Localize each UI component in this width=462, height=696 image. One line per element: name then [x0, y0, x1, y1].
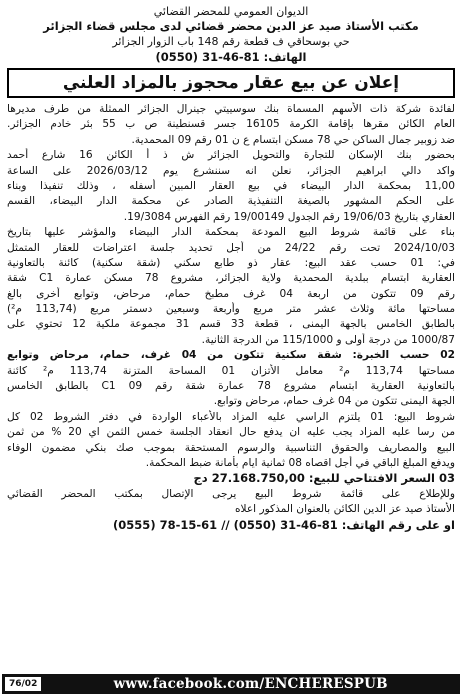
contact-phones: او على رقم الهاتف: 81-46-31 (0550) // 61-15-78 (0555): [113, 517, 455, 532]
body-line-expertise: 02 حسب الخبرة: شقة سكنية تتكون من 04 غرف، حمام، مرحاض وتوابع: [7, 349, 455, 362]
office-address: حي بوسحاقي ف قطعة رقم 148 باب الزوار الجزائر: [112, 35, 350, 48]
body-line-sale-terms: شروط البيع: 01 يلتزم الراسي عليه المزاد بالأعباء الواردة في دفتر الشروط 02 كل: [7, 410, 455, 423]
page-number: 76/02: [5, 677, 41, 691]
opening-price: 03 السعر الافتتاحي للبيع: 27.168.750,00 دج: [193, 471, 455, 486]
body-line: بحضور بنك الإسكان للتجارة والتحويل الجزائر ش ذ أ الكائن 16 شارع أحمد: [7, 149, 455, 162]
notice-title: إعلان عن بيع عقار محجوز بالمزاد العلني: [7, 68, 455, 98]
body-line: واكد دالي ابراهيم الجزائر، نعلن انه سننشرع يوم 2026/03/12 على الساعة: [7, 164, 455, 177]
body-line: بناء على قائمة شروط البيع المودعة بمحكمة الدار البيضاء والمؤشر عليها بتاريخ: [7, 226, 455, 239]
facebook-url-link[interactable]: www.facebook.com/ENCHERESPUB: [113, 676, 388, 692]
bailiff-name-line: مكتب الأستاذ صيد عز الدين محضر قضائي لدى مجلس قضاء الجزائر: [43, 19, 419, 33]
body-line: مساحتها مائة وثلاث عشر متر مربع وأربعة وسبعين دسمتر مربع (113,74 م²): [7, 303, 455, 316]
body-line: العام الكائن مقرها بإقامة الكرمة 16105 جسر قسنطينة ص ب 55 بئر خادم الجزائر.: [7, 118, 455, 131]
body-line: بالتعاونية العقارية ابتسام مشروع 78 عمارة شقة رقم 09 C1 بالطابق الخامس: [7, 380, 455, 393]
body-line: الأستاذ صيد عز الدين الكائن بالعنوان المذكور اعلاه: [234, 503, 455, 516]
body-line: 11,00 بمحكمة الدار البيضاء في بيع العقار المبين أسفله ، وذلك تنفيذا وبناء: [7, 179, 455, 192]
body-line: على الحكم المشهور بالصيغة التنفيذية الصادر عن محكمة الدار البيضاء، القسم: [7, 195, 455, 208]
body-line: ويدفع المبلغ الباقي في أجل اقصاه 08 ثمانية ايام بأمانة ضبط المحكمة.: [145, 456, 455, 469]
body-line: 1000/87 من درجة أولى و 115/1000 من الدرجة الثانية.: [201, 333, 455, 346]
body-line: العقارية ابتسام ببلدية المحمدية ولاية الجزائر، مشروع 78 مسكن عمارة C1 شقة: [7, 272, 455, 285]
office-phone: الهاتف: 81-46-31 (0550): [155, 50, 307, 64]
body-line: 2024/10/03 تحت رقم 24/22 من أجل تحديد جلسة اعتراضات للعقار المتمثل: [7, 241, 455, 254]
body-line: لفائدة شركة ذات الأسهم المسماة بنك سوسييتي جينرال الجزائر الممثلة من طرف مديرها: [7, 103, 455, 115]
notice-body: [7, 102, 455, 533]
office-heading: الديوان العمومي للمحضر القضائي: [153, 5, 309, 18]
body-line: من رسا عليه المزاد يجب عليه ان يدفع حال انعقاد الجلسة خمس الثمن اي 20 % من ثمن: [7, 426, 455, 439]
body-line: البيع والمصاريف والحقوق التناسبية والرسوم المستحقة بموجب صك بنكي مضمون الوفاء: [7, 441, 455, 454]
body-line: في: 01 حسب عقد البيع: عقار ذو طابع سكني (شقة سكنية) كائنة بالتعاونية: [7, 256, 455, 269]
body-line: ضد زوبير جمال الساكن حي 78 مسكن ابتسام ع ن 01 رقم 09 المحمدية.: [131, 133, 455, 146]
body-line: وللإطلاع على قائمة شروط البيع يرجى الإتصال بمكتب المحضر القضائي: [7, 487, 455, 500]
body-line: رقم 09 تتكون من اربعة 04 غرف مطبخ حمام، مرحاض، وتوابع أخرى بالغ: [7, 287, 455, 300]
body-line: العقاري بتاريخ 19/06/03 رقم الجدول 19/00149 رقم الفهرس 19/3084.: [123, 210, 455, 223]
footer-bar: [2, 674, 460, 694]
body-line: بالطابق الخامس بالجهة اليمنى ، قطعة 33 قسم 31 مجموعة ملكية 12 تحتوي على: [7, 318, 455, 331]
body-line: الجهة اليمنى تتكون من 04 غرف حمام، مرحاض وتوابع.: [213, 395, 455, 408]
body-line: مساحتها 113,74 م² معامل الأتزان 01 المساحة المتزنة 113,74 م² كائنة: [7, 364, 455, 377]
